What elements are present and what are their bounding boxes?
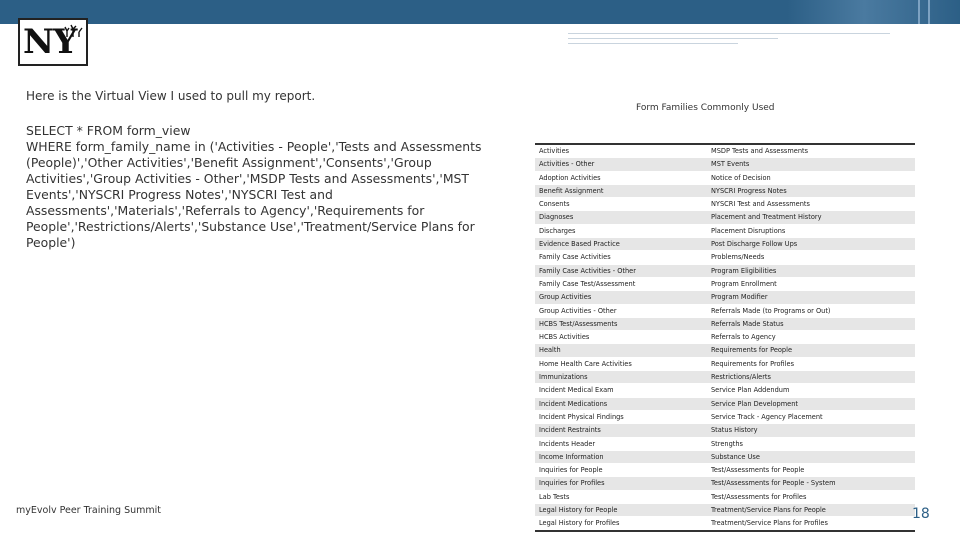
table-cell: Activities: [535, 144, 707, 158]
table-cell: Test/Assessments for Profiles: [707, 490, 915, 503]
table-row: [535, 464, 915, 477]
table-cell: Discharges: [535, 224, 707, 237]
table-row: [535, 264, 915, 277]
table-cell: NYSCRI Test and Assessments: [707, 198, 915, 211]
page-number: 18: [912, 506, 930, 522]
table-row: [535, 277, 915, 290]
table-row: [535, 437, 915, 450]
table-cell: Status History: [707, 424, 915, 437]
table-cell: Test/Assessments for People - System: [707, 477, 915, 490]
table-cell: Activities - Other: [535, 158, 707, 171]
table-cell: Test/Assessments for People: [707, 464, 915, 477]
table-row: [535, 238, 915, 251]
table-cell: Requirements for People: [707, 344, 915, 357]
table-cell: Income Information: [535, 450, 707, 463]
table-cell: Group Activities - Other: [535, 304, 707, 317]
table-row: [535, 410, 915, 423]
header-accent-line: [918, 0, 920, 24]
table-cell: Strengths: [707, 437, 915, 450]
table-row: [535, 344, 915, 357]
table-cell: Referrals Made Status: [707, 317, 915, 330]
table-cell: MSDP Tests and Assessments: [707, 144, 915, 158]
table-cell: Placement and Treatment History: [707, 211, 915, 224]
table-cell: Placement Disruptions: [707, 224, 915, 237]
table-cell: Post Discharge Follow Ups: [707, 238, 915, 251]
table-row: [535, 317, 915, 330]
decorative-rule: [568, 33, 890, 34]
header-accent-line: [928, 0, 930, 24]
table-cell: Legal History for Profiles: [535, 517, 707, 531]
table-row: [535, 517, 915, 531]
table-cell: Group Activities: [535, 291, 707, 304]
logo-text: NY: [23, 22, 77, 62]
table-row: [535, 397, 915, 410]
table-cell: Inquiries for People: [535, 464, 707, 477]
table-cell: Incident Restraints: [535, 424, 707, 437]
table-cell: Restrictions/Alerts: [707, 371, 915, 384]
table-cell: Problems/Needs: [707, 251, 915, 264]
table-cell: Diagnoses: [535, 211, 707, 224]
table-cell: Lab Tests: [535, 490, 707, 503]
table-cell: Incident Medical Exam: [535, 384, 707, 397]
table-row: [535, 477, 915, 490]
sql-query-text: SELECT * FROM form_view WHERE form_family_name in ('Activities - People','Tests and Assessments (People)','Other Activities','Benefit Assignment','Consents','Group Activities','Group Activities - Other','MSDP Tests and Assessments','MST Events','NYSCRI Progress Notes','NYSCRI Test and Assessments','Materials','Referrals to Agency','Requirements for People','Restrictions/Alerts','Substance Use','Treatment/Service Plans for People'): [26, 123, 482, 250]
table-row: [535, 357, 915, 370]
table-cell: Program Eligibilities: [707, 264, 915, 277]
table-cell: HCBS Test/Assessments: [535, 317, 707, 330]
table-cell: Immunizations: [535, 371, 707, 384]
table-cell: Program Modifier: [707, 291, 915, 304]
form-families-table: [535, 143, 915, 532]
table-cell: Service Plan Development: [707, 397, 915, 410]
table-row: [535, 224, 915, 237]
decorative-rule: [568, 43, 738, 44]
table-row: [535, 184, 915, 197]
table-cell: Requirements for Profiles: [707, 357, 915, 370]
table-cell: Referrals Made (to Programs or Out): [707, 304, 915, 317]
table-cell: Notice of Decision: [707, 171, 915, 184]
table-row: [535, 171, 915, 184]
table-cell: Family Case Activities: [535, 251, 707, 264]
table-cell: Family Case Test/Assessment: [535, 277, 707, 290]
table-cell: Service Plan Addendum: [707, 384, 915, 397]
decorative-rule: [568, 38, 778, 39]
table-row: [535, 384, 915, 397]
footer-text: myEvolv Peer Training Summit: [16, 505, 162, 516]
table-row: [535, 211, 915, 224]
table-row: [535, 304, 915, 317]
table-row: [535, 424, 915, 437]
table-cell: Evidence Based Practice: [535, 238, 707, 251]
table-cell: NYSCRI Progress Notes: [707, 184, 915, 197]
table-row: [535, 198, 915, 211]
table-cell: Adoption Activities: [535, 171, 707, 184]
table-cell: MST Events: [707, 158, 915, 171]
table-cell: Health: [535, 344, 707, 357]
table-cell: Service Track - Agency Placement: [707, 410, 915, 423]
table-cell: Incidents Header: [535, 437, 707, 450]
table-row: [535, 331, 915, 344]
table-cell: Incident Physical Findings: [535, 410, 707, 423]
table-cell: Inquiries for Profiles: [535, 477, 707, 490]
intro-text: Here is the Virtual View I used to pull my report.: [26, 89, 316, 103]
table-cell: HCBS Activities: [535, 331, 707, 344]
table-row: [535, 504, 915, 517]
table-row: [535, 490, 915, 503]
table-cell: Substance Use: [707, 450, 915, 463]
table-cell: Incident Medications: [535, 397, 707, 410]
table-cell: Program Enrollment: [707, 277, 915, 290]
table-row: [535, 291, 915, 304]
tree-icon: [64, 24, 84, 38]
header-bar: [0, 0, 960, 24]
table-cell: Family Case Activities - Other: [535, 264, 707, 277]
logo: [18, 18, 88, 66]
table-row: [535, 371, 915, 384]
table-cell: Benefit Assignment: [535, 184, 707, 197]
table-cell: Consents: [535, 198, 707, 211]
table-cell: Legal History for People: [535, 504, 707, 517]
table-cell: Treatment/Service Plans for People: [707, 504, 915, 517]
table-row: [535, 251, 915, 264]
table-row: [535, 450, 915, 463]
table-cell: Treatment/Service Plans for Profiles: [707, 517, 915, 531]
table-cell: Referrals to Agency: [707, 331, 915, 344]
table-row: [535, 144, 915, 158]
table-title: Form Families Commonly Used: [636, 103, 775, 113]
table-cell: Home Health Care Activities: [535, 357, 707, 370]
table-row: [535, 158, 915, 171]
